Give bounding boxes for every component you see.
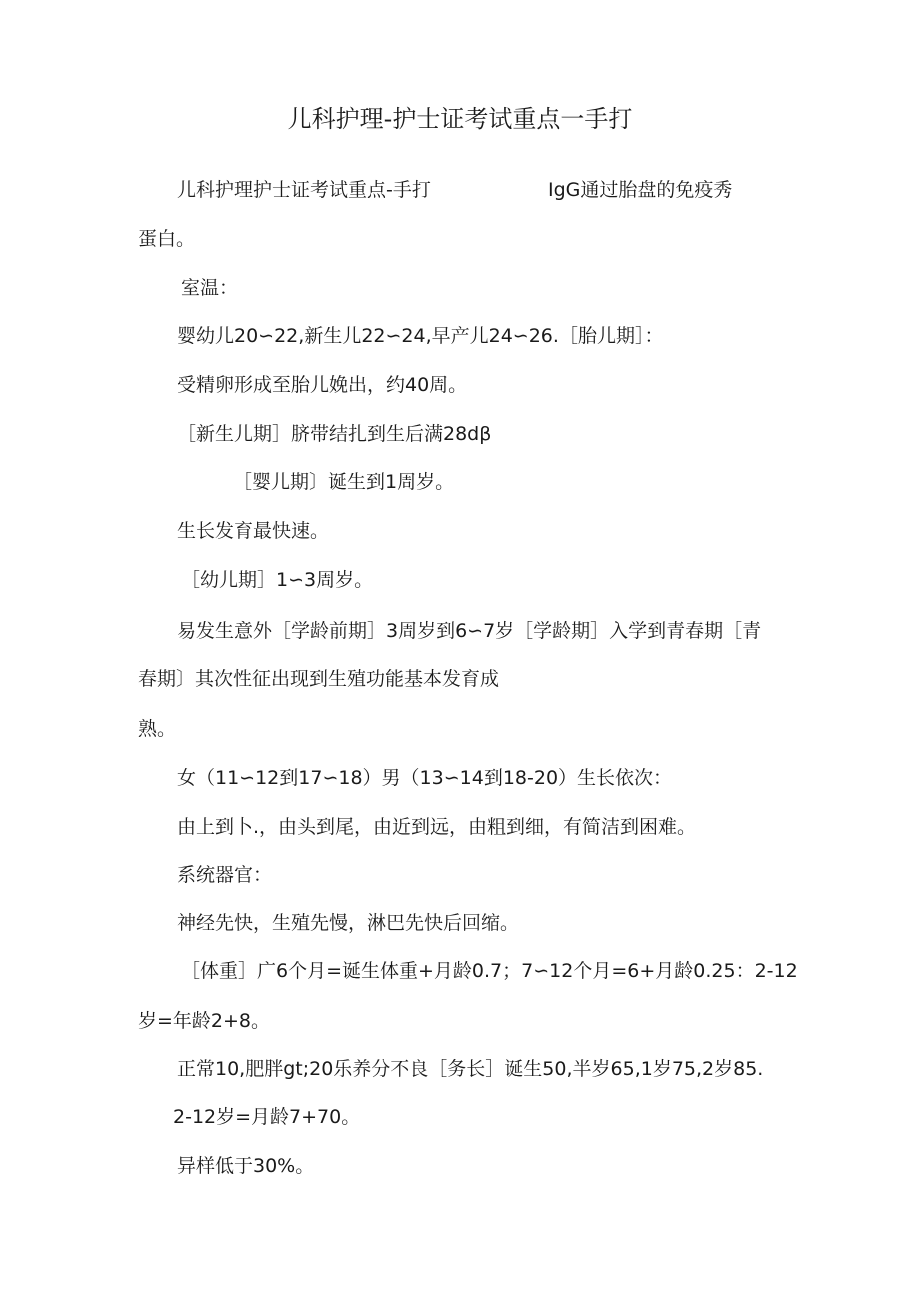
- paragraph-line-17: ［体重］广6个月=诞生体重+月龄0.7；7∽12个月=6+月龄0.25：2-12: [181, 960, 798, 982]
- paragraph-line-7: ［婴儿期〕诞生到1周岁。: [233, 471, 455, 493]
- paragraph-line-3: 室温：: [181, 277, 239, 299]
- paragraph-line-13: 女（11∽12到17∽18）男（13∽14到18-20）生长依次：: [177, 767, 673, 789]
- paragraph-line-2: 蛋白。: [138, 228, 196, 250]
- paragraph-line-11: 春期〕其次性征出现到生殖功能基本发育成: [138, 668, 500, 690]
- paragraph-line-21: 异样低于30%。: [177, 1155, 315, 1177]
- document-title: 儿科护理-护士证考试重点一手打: [287, 105, 633, 133]
- paragraph-line-1b: IgG通过胎盘的免疫秀: [548, 179, 733, 201]
- paragraph-line-1a: 儿科护理护士证考试重点-手打: [177, 179, 431, 201]
- paragraph-line-12: 熟。: [138, 718, 177, 740]
- paragraph-line-8: 生长发育最快速。: [177, 520, 330, 542]
- paragraph-line-4: 婴幼儿20∽22,新生儿22∽24,早产儿24∽26.［胎儿期］：: [177, 325, 664, 347]
- paragraph-line-10: 易发生意外［学龄前期］3周岁到6∽7岁［学龄期］入学到青春期［青: [177, 620, 762, 642]
- paragraph-line-5: 受精卵形成至胎儿娩出，约40周。: [177, 374, 468, 396]
- paragraph-line-6: ［新生儿期］脐带结扎到生后满28dβ: [177, 423, 492, 445]
- paragraph-line-18: 岁=年龄2+8。: [138, 1010, 271, 1032]
- paragraph-line-9: ［幼儿期］1∽3周岁。: [181, 569, 374, 591]
- paragraph-line-19: 正常10,肥胖gt;20乐养分不良［务长］诞生50,半岁65,1岁75,2岁85.: [177, 1058, 764, 1080]
- paragraph-line-14: 由上到卜.，由头到尾，由近到远，由粗到细，有简洁到困难。: [177, 816, 697, 838]
- paragraph-line-16: 神经先快，生殖先慢，淋巴先快后回缩。: [177, 912, 520, 934]
- paragraph-line-20: 2-12岁=月龄7+70。: [173, 1106, 361, 1128]
- paragraph-line-15: 系统器官：: [177, 864, 273, 886]
